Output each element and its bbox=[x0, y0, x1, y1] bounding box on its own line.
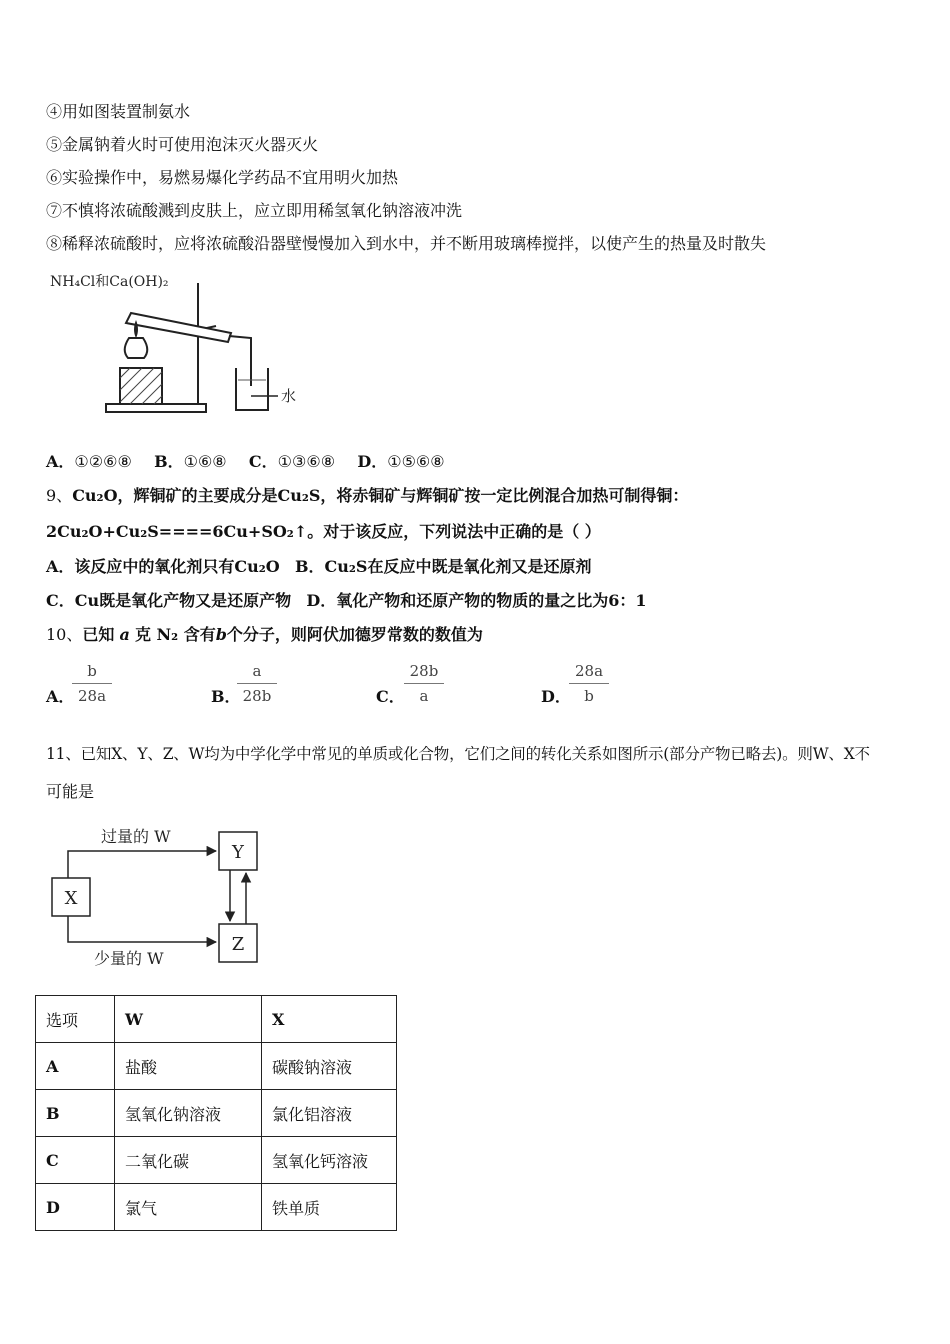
q11-options-table bbox=[35, 995, 397, 1231]
table-cell-x: 氢氧化钙溶液 bbox=[262, 1137, 397, 1184]
q9-option-d: D．氧化产物和还原产物的物质的量之比为6：1 bbox=[306, 591, 647, 610]
q8-option-a: ①②⑥⑧ bbox=[74, 452, 132, 471]
table-cell-w: 盐酸 bbox=[115, 1043, 262, 1090]
q10-option-b-fraction bbox=[237, 660, 277, 707]
table-cell-x: 铁单质 bbox=[262, 1184, 397, 1231]
q11-stem-text: 已知X、Y、Z、W均为中学化学中常见的单质或化合物，它们之间的转化关系如图所示(部分产物已略去)。则W、X不 bbox=[80, 745, 870, 763]
q11-stem-line2: 可能是 bbox=[46, 782, 95, 801]
table-header-x: X bbox=[262, 996, 397, 1043]
q10-option-d-label: D． bbox=[541, 687, 571, 706]
q9-stem-text: Cu₂O，辉铜矿的主要成分是Cu₂S，将赤铜矿与辉铜矿按一定比例混合加热可制得铜： bbox=[72, 486, 689, 505]
q10-stem-mid: 克 N₂ 含有 bbox=[134, 625, 216, 644]
q8-option-c-label: C． bbox=[248, 452, 278, 471]
arrow-x-to-z bbox=[68, 916, 216, 942]
fraction-denominator: 28b bbox=[242, 687, 272, 705]
label-z: Z bbox=[231, 934, 245, 955]
table-cell-w: 氢氧化钠溶液 bbox=[115, 1090, 262, 1137]
q10-number: 10、 bbox=[46, 625, 83, 644]
reagent-label: NH₄Cl和Ca(OH)₂ bbox=[50, 274, 169, 290]
table-header-option: 选项 bbox=[36, 996, 115, 1043]
table-row bbox=[36, 1090, 397, 1137]
q10-option-d-fraction bbox=[569, 660, 609, 707]
q9-option-b: B．Cu₂S在反应中既是氧化剂又是还原剂 bbox=[295, 557, 592, 576]
table-cell-x: 碳酸钠溶液 bbox=[262, 1043, 397, 1090]
q8-option-a-label: A． bbox=[46, 452, 75, 471]
statement-5: ⑤金属钠着火时可使用泡沫灭火器灭火 bbox=[46, 135, 319, 154]
fraction-numerator: a bbox=[252, 662, 262, 680]
q8-option-d: ①⑤⑥⑧ bbox=[387, 452, 445, 471]
q10-var-b: b bbox=[215, 625, 227, 644]
q9-number: 9、 bbox=[46, 486, 73, 505]
q10-option-b-label: B． bbox=[211, 687, 241, 706]
q10-stem bbox=[46, 624, 483, 646]
fraction-numerator: b bbox=[87, 662, 97, 680]
q9-option-a: A．该反应中的氧化剂只有Cu₂O bbox=[46, 557, 280, 576]
q10-option-c-label: C． bbox=[376, 687, 405, 706]
ammonia-apparatus-figure bbox=[46, 268, 316, 418]
table-cell-option: B bbox=[36, 1090, 115, 1137]
fraction-denominator: b bbox=[584, 687, 594, 705]
water-label: 水 bbox=[281, 387, 297, 405]
q10-stem-post: 个分子，则阿伏加德罗常数的数值为 bbox=[226, 625, 483, 644]
q8-options bbox=[46, 451, 445, 473]
table-cell-x: 氯化铝溶液 bbox=[262, 1090, 397, 1137]
statement-6: ⑥实验操作中，易燃易爆化学药品不宜用明火加热 bbox=[46, 168, 399, 187]
fraction-denominator: 28a bbox=[77, 687, 107, 705]
q11-conversion-diagram bbox=[46, 820, 266, 970]
q10-option-a-fraction bbox=[72, 660, 112, 707]
fraction-numerator: 28a bbox=[574, 662, 604, 680]
label-y: Y bbox=[232, 842, 244, 863]
fraction-numerator: 28b bbox=[409, 662, 439, 680]
q10-stem-pre: 已知 bbox=[82, 625, 115, 644]
q8-option-b-label: B． bbox=[154, 452, 184, 471]
q9-option-c: C．Cu既是氧化产物又是还原产物 bbox=[46, 591, 292, 610]
table-row bbox=[36, 1137, 397, 1184]
statement-8: ⑧稀释浓硫酸时，应将浓硫酸沿器壁慢慢加入到水中，并不断用玻璃棒搅拌，以使产生的热量及时散失 bbox=[46, 234, 767, 253]
q8-option-b: ①⑥⑧ bbox=[183, 452, 227, 471]
table-cell-option: A bbox=[36, 1043, 115, 1090]
arrow-x-to-y bbox=[68, 851, 216, 878]
table-header-w: W bbox=[115, 996, 262, 1043]
statement-7: ⑦不慎将浓硫酸溅到皮肤上，应立即用稀氢氧化钠溶液冲洗 bbox=[46, 201, 463, 220]
q9-options-cd bbox=[46, 590, 647, 612]
q9-options-ab bbox=[46, 556, 591, 578]
label-little-w: 少量的 W bbox=[94, 949, 164, 968]
label-x: X bbox=[64, 888, 78, 909]
table-row bbox=[36, 1184, 397, 1231]
q10-option-c-fraction bbox=[404, 660, 444, 707]
label-excess-w: 过量的 W bbox=[101, 827, 171, 846]
table-cell-option: D bbox=[36, 1184, 115, 1231]
q8-option-d-label: D． bbox=[357, 452, 388, 471]
q9-stem-line1 bbox=[46, 485, 688, 507]
table-cell-w: 氯气 bbox=[115, 1184, 262, 1231]
q10-var-a: a bbox=[119, 625, 130, 644]
table-row bbox=[36, 1043, 397, 1090]
q11-stem-line1 bbox=[46, 743, 870, 765]
table-header-row bbox=[36, 996, 397, 1043]
q11-number: 11、 bbox=[46, 745, 81, 763]
statement-4: ④用如图装置制氨水 bbox=[46, 102, 191, 121]
table-cell-option: C bbox=[36, 1137, 115, 1184]
q9-stem-line2: 2Cu₂O+Cu₂S====6Cu+SO₂↑。对于该反应，下列说法中正确的是（ ） bbox=[46, 522, 601, 541]
q8-option-c: ①③⑥⑧ bbox=[277, 452, 336, 471]
fraction-denominator: a bbox=[419, 687, 429, 705]
table-cell-w: 二氧化碳 bbox=[115, 1137, 262, 1184]
q10-option-a-label: A． bbox=[46, 687, 75, 706]
q10-options bbox=[0, 660, 950, 710]
